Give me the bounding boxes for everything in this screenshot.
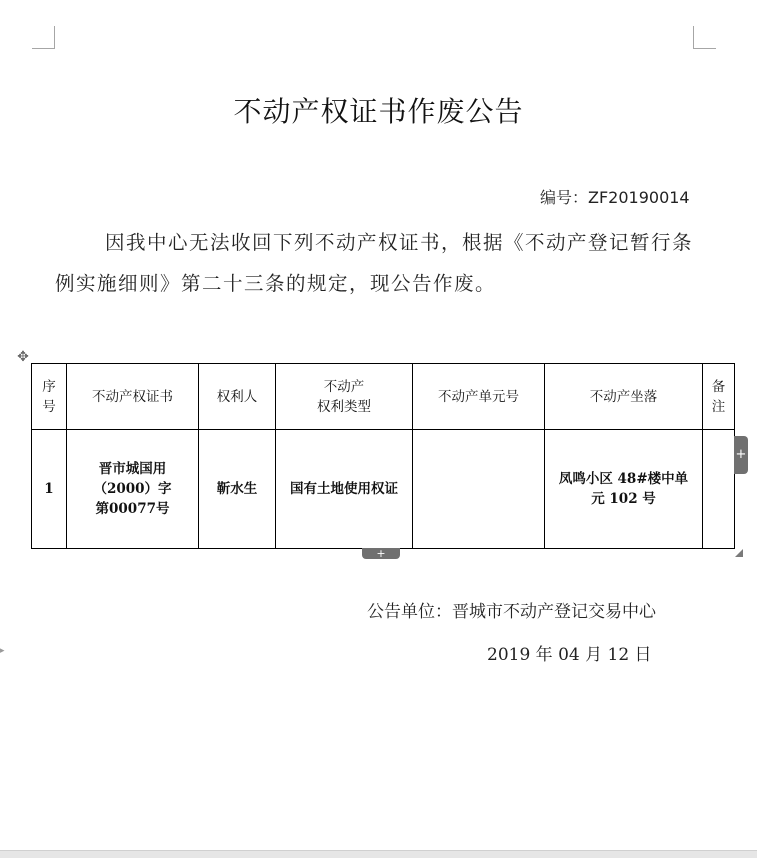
page-corner-mark-top-left	[32, 26, 55, 49]
header-unit-no: 不动产单元号	[413, 364, 545, 430]
table-row	[32, 430, 735, 549]
cell-right-type[interactable]: 国有土地使用权证	[276, 430, 413, 549]
header-location: 不动产坐落	[545, 364, 703, 430]
document-title: 不动产权证书作废公告	[233, 95, 524, 128]
add-column-plus-icon[interactable]: +	[734, 436, 748, 474]
cell-cert[interactable]: 晋市城国用（2000）字第00077号	[67, 430, 199, 549]
header-cert: 不动产权证书	[67, 364, 199, 430]
header-right-type: 不动产 权利类型	[276, 364, 413, 430]
announcement-date: 2019 年 04 月 12 日	[487, 645, 652, 665]
announcing-unit: 公告单位：晋城市不动产登记交易中心	[367, 602, 656, 622]
certificate-table	[31, 363, 735, 549]
cell-owner[interactable]: 靳水生	[199, 430, 276, 549]
header-remark: 备注	[703, 364, 735, 430]
header-seq: 序号	[32, 364, 67, 430]
margin-marker-icon: ▸	[0, 646, 5, 656]
table-resize-icon[interactable]	[735, 549, 743, 557]
page-corner-mark-top-right	[693, 26, 716, 49]
header-owner: 权利人	[199, 364, 276, 430]
table-move-handle-icon[interactable]: ✥	[17, 349, 29, 365]
cell-location[interactable]: 凤鸣小区 48#楼中单元 102 号	[545, 430, 703, 549]
table-header-row	[32, 364, 735, 430]
document-number: 编号：ZF20190014	[540, 188, 690, 207]
cell-remark[interactable]	[703, 430, 735, 549]
cell-seq[interactable]: 1	[32, 430, 67, 549]
add-row-plus-icon[interactable]: +	[362, 548, 400, 559]
cell-unit-no[interactable]	[413, 430, 545, 549]
notice-body: 因我中心无法收回下列不动产权证书，根据《不动产登记暂行条例实施细则》第二十三条的规定，现公告作废。	[55, 231, 694, 295]
